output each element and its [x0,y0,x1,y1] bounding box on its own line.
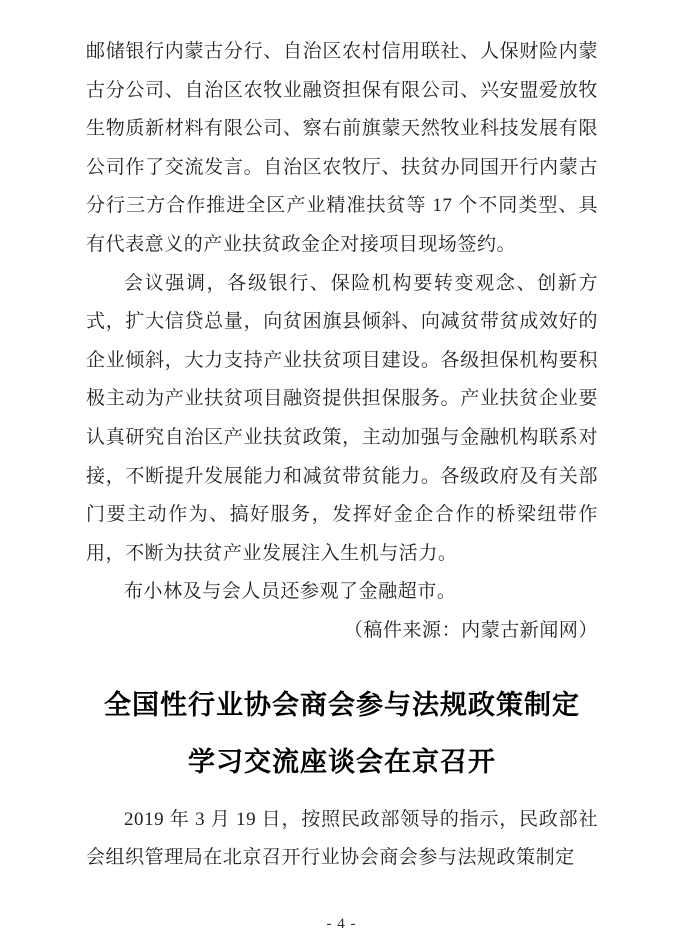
paragraph-continuation: 邮储银行内蒙古分行、自治区农村信用联社、人保财险内蒙古分公司、自治区农牧业融资担保有限公司、兴安盟爱放牧生物质新材料有限公司、察右前旗蒙天然牧业科技发展有限公司作了交流发言。自治区农牧厅、扶贫办同国开行内蒙古分行三方合作推进全区产业精准扶贫等 17 个不同类型、具有代表意义的产业扶贫政金企对接项目现场签约。 [86,41,598,255]
page-number: - 4 - [326,916,357,932]
article-title-line1: 全国性行业协会商会参与法规政策制定 [104,689,580,720]
paragraph-visit: 布小林及与会人员还参观了金融超市。 [124,581,457,603]
article1-body [86,33,598,651]
article-title-line2: 学习交流座谈会在京召开 [188,746,496,777]
paragraph-article2-opening: 2019 年 3 月 19 日，按照民政部领导的指示，民政部社会组织管理局在北京召开行业协会商会参与法规政策制定 [86,808,598,869]
article2-body [86,801,598,878]
article-title [86,677,598,791]
source-attribution: （稿件来源：内蒙古新闻网） [343,619,598,641]
paragraph-meeting-emphasis: 会议强调，各级银行、保险机构要转变观念、创新方式，扩大信贷总量，向贫困旗县倾斜、向减贫带贫成效好的企业倾斜，大力支持产业扶贫项目建设。各级担保机构要积极主动为产业扶贫项目融资提供担保服务。产业扶贫企业要认真研究自治区产业扶贫政策，主动加强与金融机构联系对接，不断提升发展能力和减贫带贫能力。各级政府及有关部门要主动作为、搞好服务，发挥好金企合作的桥梁纽带作用，不断为扶贫产业发展注入生机与活力。 [86,272,598,564]
